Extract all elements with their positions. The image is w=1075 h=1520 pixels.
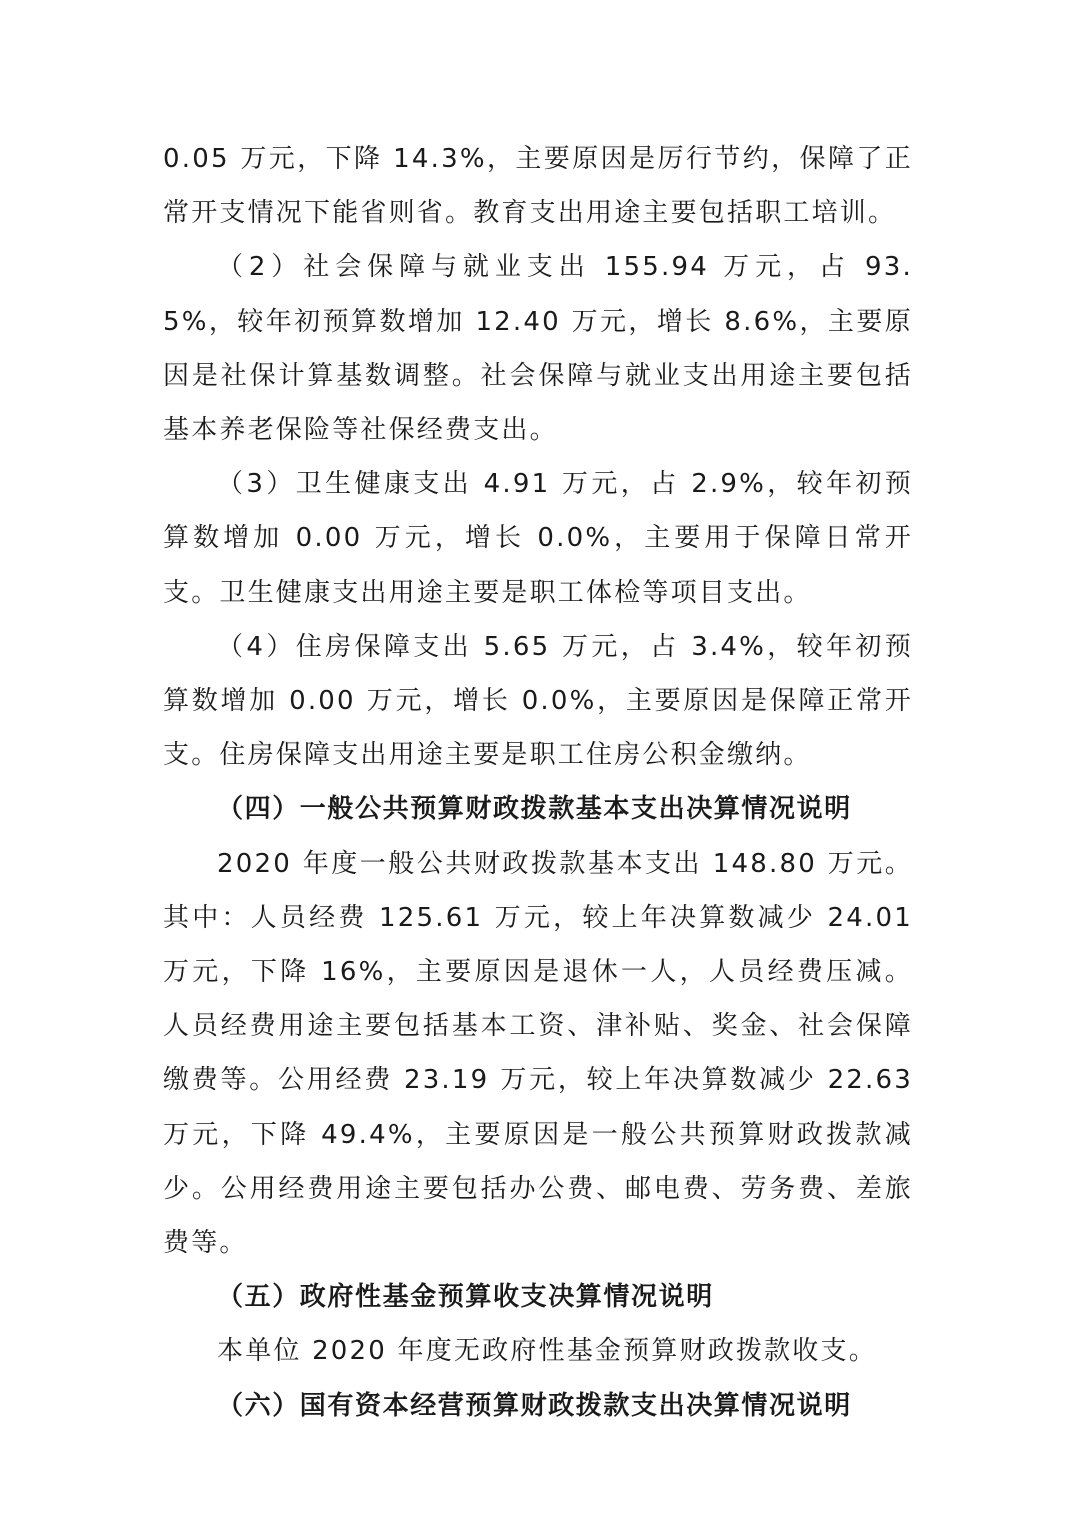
- section-heading-5: （五）政府性基金预算收支决算情况说明: [217, 1282, 714, 1313]
- paragraph-education-continued: 0.05 万元，下降 14.3%，主要原因是厉行节约，保障了正常开支情况下能省则省。教育支出用途主要包括职工培训。: [163, 144, 913, 229]
- paragraph-social-security: （2）社会保障与就业支出 155.94 万元，占 93.5%，较年初预算数增加 12.40 万元，增长 8.6%，主要原因是社保计算基数调整。社会保障与就业支出用途主要包括基本养老保险等社保经费支出。: [163, 252, 913, 446]
- section-heading-4: （四）一般公共预算财政拨款基本支出决算情况说明: [217, 794, 852, 825]
- section-heading-6: （六）国有资本经营预算财政拨款支出决算情况说明: [217, 1390, 852, 1421]
- paragraph-government-fund: 本单位 2020 年度无政府性基金预算财政拨款收支。: [217, 1336, 877, 1367]
- paragraph-housing: （4）住房保障支出 5.65 万元，占 3.4%，较年初预算数增加 0.00 万元，增长 0.0%，主要原因是保障正常开支。住房保障支出用途主要是职工住房公积金缴纳。: [163, 631, 913, 771]
- paragraph-basic-expenditure: 2020 年度一般公共财政拨款基本支出 148.80 万元。其中：人员经费 125.61 万元，较上年决算数减少 24.01 万元，下降 16%，主要原因是退休一人，人员经费压减。人员经费用途主要包括基本工资、津补贴、奖金、社会保障缴费等。公用经费 23.19 万元，较上年决算数减少 22.63 万元，下降 49.4%，主要原因是一般公共预算财政拨款减少。公用经费用途主要包括办公费、邮电费、劳务费、差旅费等。: [163, 848, 913, 1259]
- paragraph-health: （3）卫生健康支出 4.91 万元，占 2.9%，较年初预算数增加 0.00 万元，增长 0.0%，主要用于保障日常开支。卫生健康支出用途主要是职工体检等项目支出。: [163, 469, 913, 608]
- document-body: [163, 132, 913, 1433]
